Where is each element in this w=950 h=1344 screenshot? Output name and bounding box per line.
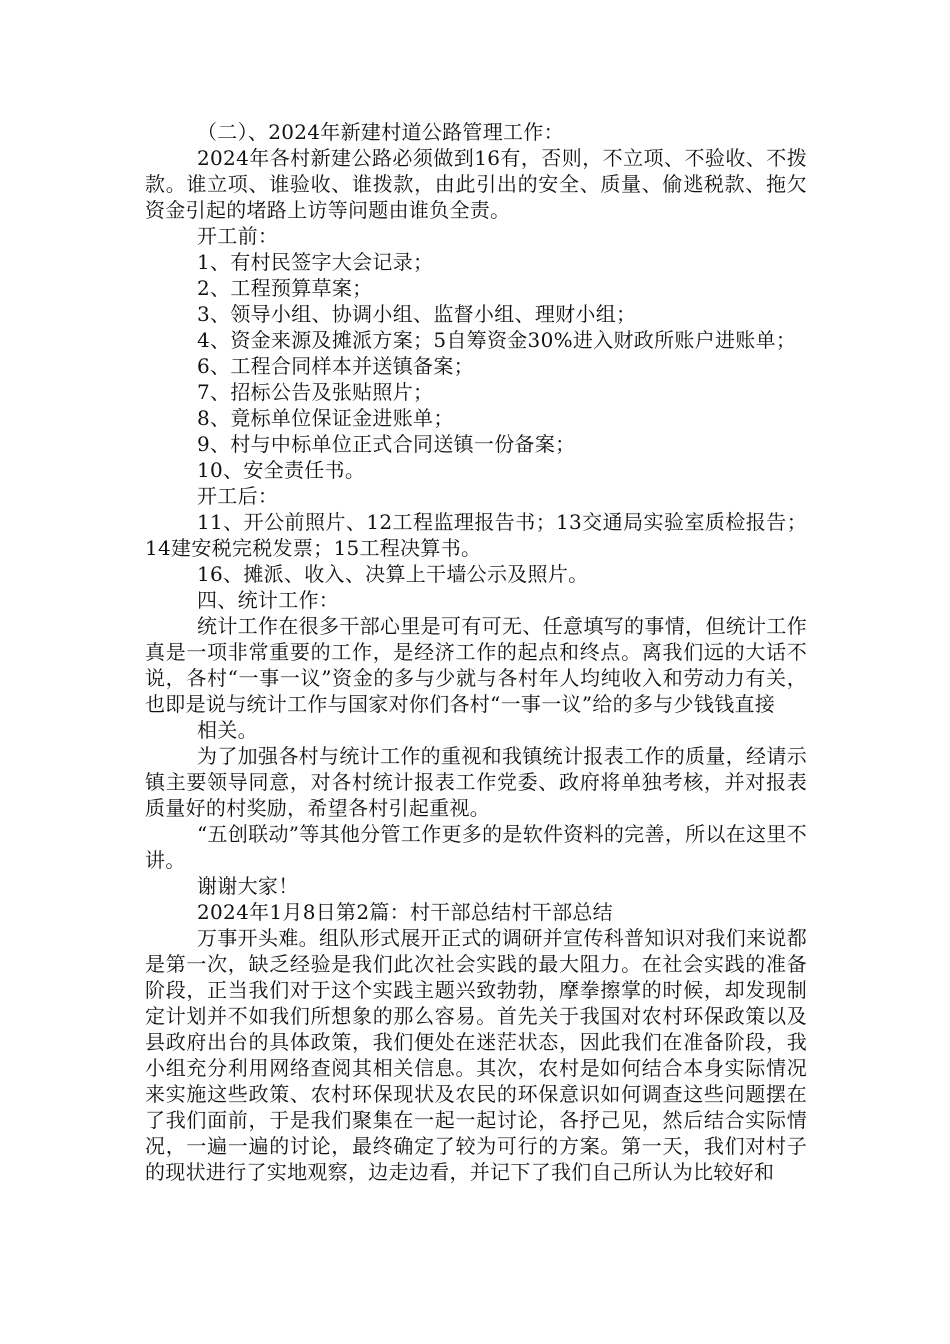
paragraph-practice-summary: 万事开头难。组队形式展开正式的调研并宣传科普知识对我们来说都是第一次，缺乏经验是我们此次社会实践的最大阻力。在社会实践的准备阶段，正当我们对于这个实践主题兴致勃勃，摩拳擦掌的时候，却发现制定计划并不如我们所想象的那么容易。首先关于我国对农村环保政策以及县政府出台的具体政策，我们便处在迷茫状态，因此我们在准备阶段，我小组充分利用网络查阅其相关信息。其次，农村是如何结合本身实际情况来实施这些政策、农村环保现状及农民的环保意识如何调查这些问题摆在了我们面前，于是我们聚集在一起一起讨论，各抒己见，然后结合实际情况，一遍一遍的讨论，最终确定了较为可行的方案。第一天，我们对村子的现状进行了实地观察，边走边看，并记下了我们自己所认为比较好和 xyxy=(145,926,807,1184)
section-heading-statistics: 四、统计工作： xyxy=(197,588,340,612)
list-item-11-15: 11、开公前照片、12工程监理报告书；13交通局实验室质检报告；14建安税完税发票；15工程决算书。 xyxy=(145,510,807,560)
paragraph-road-requirements: 2024年各村新建公路必须做到16有，否则，不立项、不验收、不拨款。谁立项、谁验收、谁拨款，由此引出的安全、质量、偷逃税款、拖欠资金引起的堵路上访等问题由谁负全责。 xyxy=(145,146,807,222)
section-heading-village-roads: （二）、2024年新建村道公路管理工作： xyxy=(197,120,564,144)
paragraph-thanks: 谢谢大家！ xyxy=(197,874,299,898)
list-item-6: 6、工程合同样本并送镇备案； xyxy=(197,354,474,378)
document-body xyxy=(145,119,807,1185)
list-item-9: 9、村与中标单位正式合同送镇一份备案； xyxy=(197,432,576,456)
list-item-1: 1、有村民签字大会记录； xyxy=(197,250,434,274)
paragraph-five-creations: “五创联动”等其他分管工作更多的是软件资料的完善，所以在这里不讲。 xyxy=(145,822,807,872)
paragraph-statistics-assessment: 为了加强各村与统计工作的重视和我镇统计报表工作的质量，经请示镇主要领导同意，对各村统计报表工作党委、政府将单独考核，并对报表质量好的村奖励，希望各村引起重视。 xyxy=(145,744,807,820)
heading-before-construction: 开工前： xyxy=(197,224,279,248)
paragraph-statistics-importance: 统计工作在很多干部心里是可有可无、任意填写的事情，但统计工作真是一项非常重要的工作，是经济工作的起点和终点。离我们远的大话不说，各村“一事一议”资金的多与少就与各村年人均纯收入和劳动力有关，也即是说与统计工作与国家对你们各村“一事一议”给的多与少钱钱直接 xyxy=(145,614,807,716)
heading-after-construction: 开工后： xyxy=(197,484,279,508)
list-item-16: 16、摊派、收入、决算上干墙公示及照片。 xyxy=(197,562,589,586)
list-item-7: 7、招标公告及张贴照片； xyxy=(197,380,434,404)
list-item-3: 3、领导小组、协调小组、监督小组、理财小组； xyxy=(197,302,637,326)
list-item-10: 10、安全责任书。 xyxy=(197,458,366,482)
article-heading-date: 2024年1月8日第2篇：村干部总结村干部总结 xyxy=(197,900,613,924)
paragraph-related: 相关。 xyxy=(197,718,258,742)
list-item-4-5: 4、资金来源及摊派方案；5自筹资金30%进入财政所账户进账单； xyxy=(197,328,797,352)
list-item-8: 8、竟标单位保证金进账单； xyxy=(197,406,454,430)
list-item-2: 2、工程预算草案； xyxy=(197,276,373,300)
